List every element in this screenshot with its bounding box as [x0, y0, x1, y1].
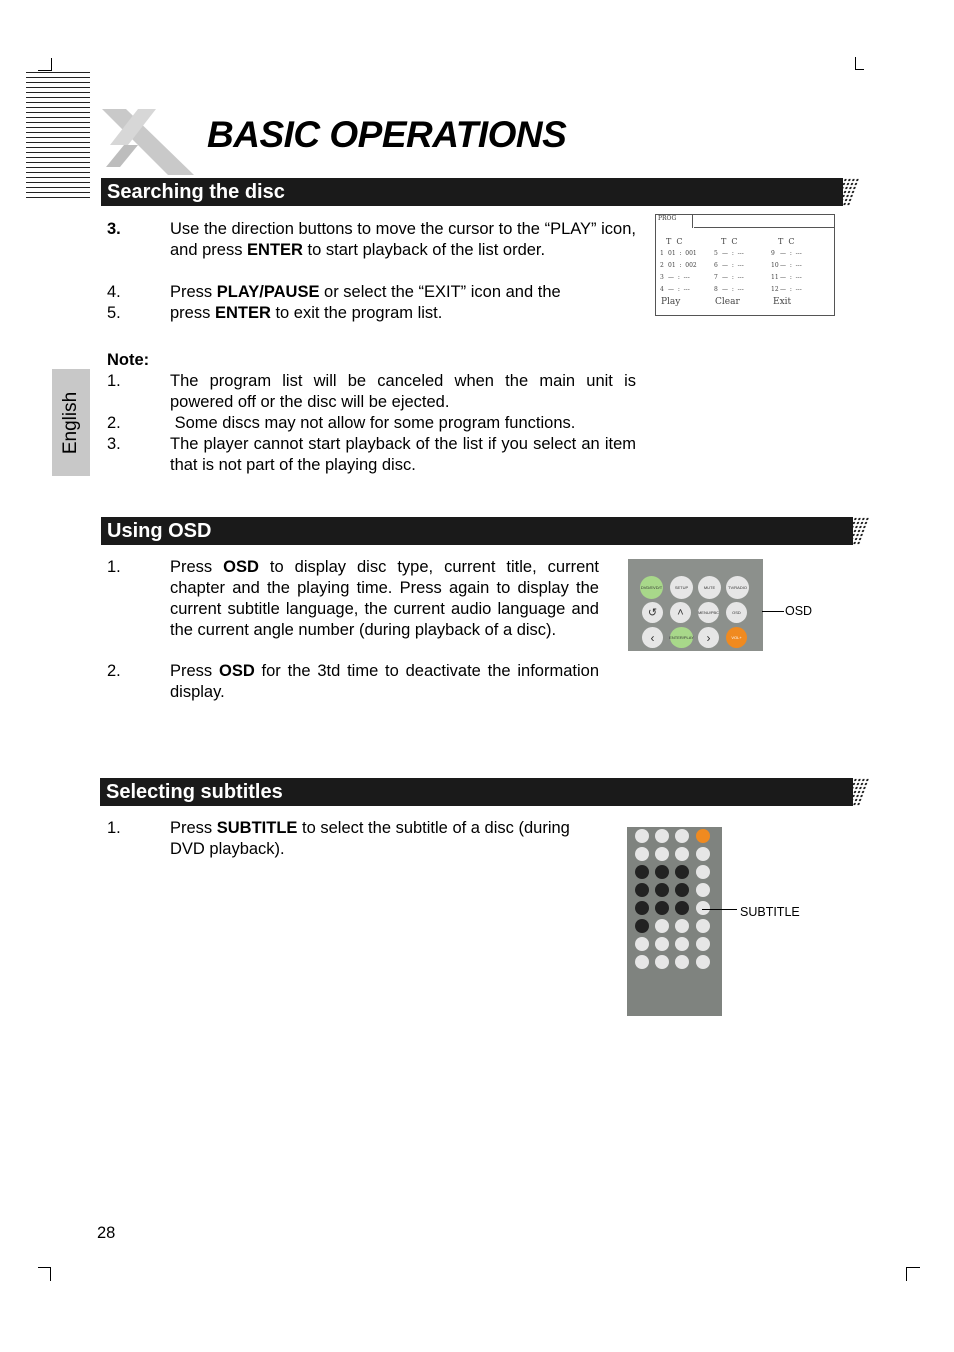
remote-button: DVD/EVD/T [640, 576, 663, 599]
section-heading-searching [101, 178, 843, 206]
crop-mark [906, 1267, 920, 1268]
section-heading-subtitles [100, 778, 853, 806]
prog-tab: PROG [655, 214, 693, 228]
note-text: Some discs may not allow for some program functions. [170, 414, 576, 432]
subtitle-callout-label: SUBTITLE [740, 905, 800, 919]
prog-row-index: 4 [660, 286, 664, 293]
remote-button: › [698, 627, 719, 648]
crop-mark [855, 69, 864, 70]
prog-row-index: 3 [660, 274, 664, 281]
prog-row-index: 6 [714, 262, 718, 269]
header-stripes [26, 72, 90, 200]
prog-row-index: 9 [771, 250, 775, 257]
step-text [170, 282, 636, 303]
heading-dots-decoration [820, 517, 870, 545]
step-text [170, 557, 599, 641]
prog-row-index: 2 [660, 262, 664, 269]
step-text-pre: Press [170, 558, 224, 576]
step-number: 5. [107, 304, 121, 322]
step-text-bold: ENTER [247, 241, 303, 259]
prog-play-action: Play [661, 297, 681, 307]
prog-row-value: 01 : 001 [668, 250, 697, 257]
prog-row-index: 12 [771, 286, 779, 293]
prog-clear-action: Clear [715, 297, 740, 307]
step-text-bold: ENTER [214, 304, 271, 322]
prog-row-value: — : --- [668, 274, 690, 281]
remote-button: OSD [726, 602, 747, 623]
crop-mark [38, 70, 52, 71]
step-text-bold: OSD [218, 662, 255, 680]
prog-row-value: — : --- [722, 286, 744, 293]
step-number: 3. [107, 220, 121, 238]
prog-col-header: T C [778, 237, 795, 246]
remote-button: SETUP [670, 576, 693, 599]
remote-button: ‹ [642, 627, 663, 648]
program-list-screen [655, 214, 835, 316]
crop-mark [906, 1267, 907, 1281]
remote-full-figure [627, 827, 722, 1016]
step-number: 1. [107, 558, 121, 576]
note-number: 2. [107, 414, 121, 432]
note-text: The player cannot start playback of the list if you select an item that is not part of the playing disc. [170, 435, 636, 474]
language-side-tab [52, 369, 90, 476]
osd-callout-label: OSD [785, 604, 813, 618]
prog-row-index: 11 [771, 274, 779, 281]
prog-row-index: 8 [714, 286, 718, 293]
step-number: 4. [107, 283, 121, 301]
prog-row-value: — : --- [668, 286, 690, 293]
prog-col-header: T C [721, 237, 738, 246]
remote-button: MUTE [698, 576, 721, 599]
prog-row-value: — : --- [722, 274, 744, 281]
remote-button: VOL+ [726, 627, 747, 648]
step-text-post: for the 3td time to deactivate the information display. [170, 662, 599, 701]
step-text-post: to display disc type, current title, current chapter and the playing time. Press again to display the current subtitle language, the current audio language and the current angle number (during playback of a disc). [170, 558, 600, 639]
section-heading-osd [101, 517, 853, 545]
note-text: The program list will be canceled when the main unit is powered off or the disc will be ejected. [170, 372, 636, 411]
prog-exit-action: Exit [773, 297, 792, 307]
heading-dots-decoration [810, 178, 860, 206]
prog-row-value: — : --- [722, 262, 744, 269]
step-text [170, 661, 599, 703]
remote-osd-figure [628, 559, 763, 651]
remote-button: TV/RADIO [726, 576, 749, 599]
prog-row-value: — : --- [780, 250, 802, 257]
step-text-bold: PLAY/PAUSE [216, 283, 320, 301]
note-number: 3. [107, 435, 121, 453]
step-text [170, 219, 636, 261]
prog-tab-line [694, 227, 834, 228]
prog-row-value: 01 : 002 [668, 262, 697, 269]
step-text-pre: press [170, 304, 215, 322]
page-number: 28 [97, 1224, 116, 1242]
step-text-bold: SUBTITLE [216, 819, 298, 837]
section-heading-text: Searching the disc [107, 181, 285, 203]
brand-x-logo-icon [98, 105, 198, 177]
prog-row-value: — : --- [780, 286, 802, 293]
remote-button: ENTER/PLAY [670, 627, 693, 648]
language-label: English [60, 391, 81, 454]
remote-button: ↺ [642, 602, 663, 623]
prog-row-index: 10 [771, 262, 779, 269]
osd-callout-line [762, 611, 784, 612]
step-text-post: to exit the program list. [270, 304, 443, 322]
step-text-post: or select the “EXIT” icon and the [319, 283, 561, 301]
subtitle-callout-line [702, 909, 737, 910]
remote-button: ˄ [670, 602, 691, 623]
step-text-pre: Press [170, 819, 217, 837]
prog-col-header: T C [666, 237, 683, 246]
section-heading-text: Selecting subtitles [106, 781, 283, 803]
step-text-pre: Use the direction buttons to move the cursor to the “PLAY” icon, and press [170, 220, 636, 259]
crop-mark [50, 1267, 51, 1281]
step-text [170, 303, 636, 324]
page-title: BASIC OPERATIONS [207, 114, 567, 155]
step-text-post: to start playback of the list order. [302, 241, 546, 259]
step-text-post: to select the subtitle of a disc (during DVD playback). [170, 819, 570, 858]
prog-row-index: 5 [714, 250, 718, 257]
step-text [170, 818, 570, 860]
step-number: 1. [107, 819, 121, 837]
step-text-pre: Press [170, 283, 217, 301]
step-number: 2. [107, 662, 121, 680]
crop-mark [51, 58, 52, 71]
note-number: 1. [107, 372, 121, 390]
remote-button: MENU/PBC [698, 602, 719, 623]
prog-row-value: — : --- [780, 262, 802, 269]
prog-row-index: 1 [660, 250, 664, 257]
step-text-bold: OSD [223, 558, 259, 576]
heading-dots-decoration [820, 778, 870, 806]
section-heading-text: Using OSD [107, 520, 212, 542]
note-label: Note: [107, 351, 150, 369]
prog-row-value: — : --- [722, 250, 744, 257]
prog-row-index: 7 [714, 274, 718, 281]
prog-row-value: — : --- [780, 274, 802, 281]
step-text-pre: Press [170, 662, 219, 680]
